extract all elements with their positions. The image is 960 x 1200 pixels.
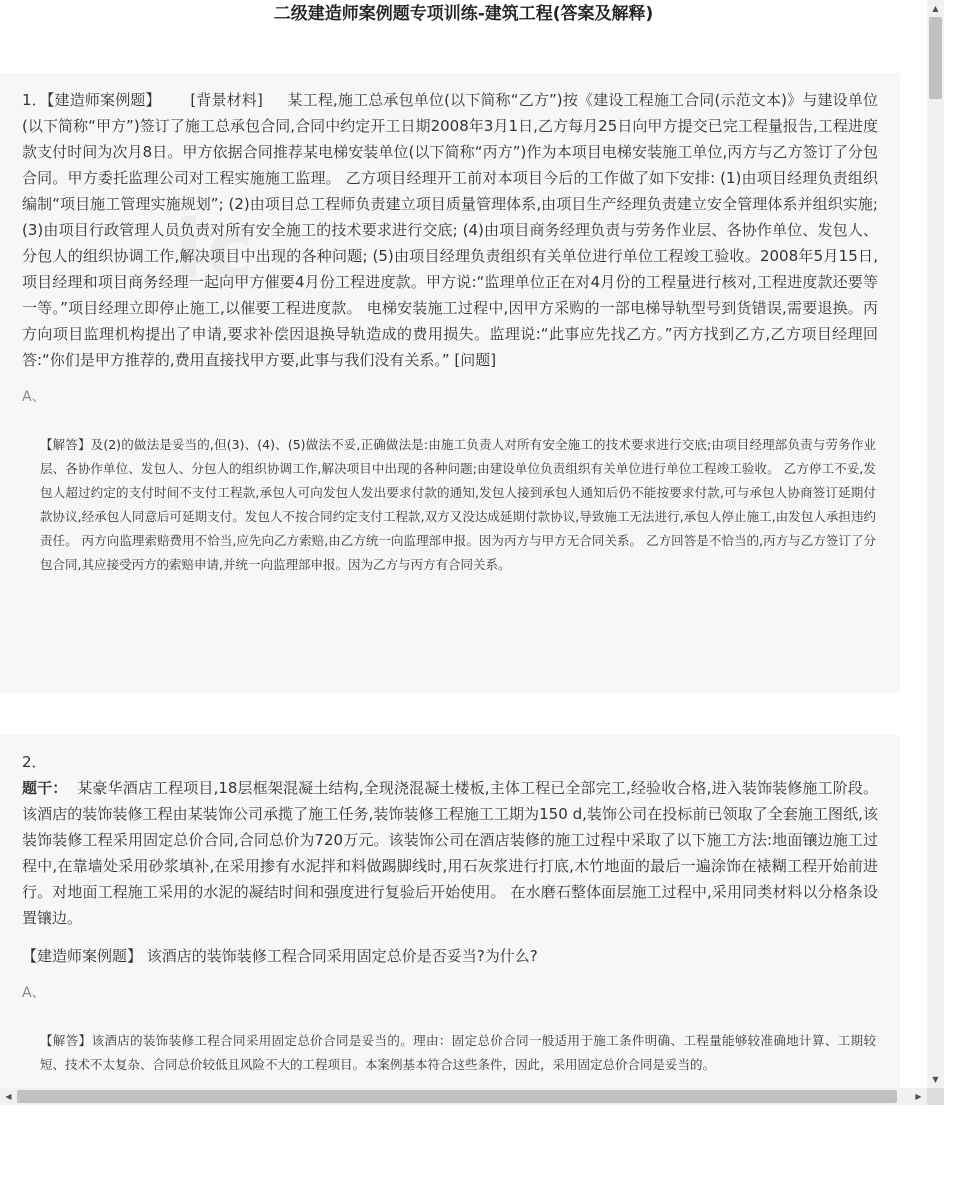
horizontal-scroll-thumb[interactable] [17,1090,897,1103]
scrollbar-corner [927,1088,944,1105]
vertical-scroll-thumb[interactable] [929,17,942,99]
scroll-down-arrow-icon[interactable]: ▼ [932,1075,939,1084]
question-2-stem: 某豪华酒店工程项目,18层框架混凝土结构,全现浇混凝土楼板,主体工程已全部完工,经验收合格,进入装饰装修施工阶段。该酒店的装饰装修工程由某装饰公司承揽了施工任务,装饰装修工程施工工期为150 d,装饰公司在投标前已领取了全套施工图纸,该装饰装修工程采用固定总价合同,合同总价为720万元。该装饰公司在酒店装修的施工过程中采取了以下施工方法:地面镶边施工过程中,在靠墙处采用砂浆填补,在采用掺有水泥拌和料做踢脚线时,用石灰浆进行打底,木竹地面的最后一遍涂饰在裱糊工程开始前进行。对地面工程施工采用的水泥的凝结时间和强度进行复验后开始使用。 在水磨石整体面层施工过程中,采用同类材料以分格条设置镶边。 [22,779,878,927]
scroll-left-arrow-icon[interactable]: ◀ [5,1092,12,1101]
question-1-tag: 【建造师案例题】 [46,91,161,109]
question-2-text [22,775,878,931]
question-1-answer-text: 【解答】及(2)的做法是妥当的,但(3)、(4)、(5)做法不妥,正确做法是:由施工负责人对所有安全施工的技术要求进行交底;由项目经理部负责与劳务作业层、各协作单位、发包人、分包人的组织协调工作,解决项目中出现的各种问题;由建设单位负责组织有关单位进行单位工程竣工验收。 乙方停工不妥,发包人超过约定的支付时间不支付工程款,承包人可向发包人发出要求付款的通知,发包人接到承包人通知后仍不能按要求付款,可与承包人协商签订延期付款协议,经承包人同意后可延期支付。发包人不按合同约定支付工程款,双方又没达成延期付款协议,导致施工无法进行,承包人停止施工,由发包人承担违约责任。 丙方向监理索赔费用不恰当,应先向乙方索赔,由乙方统一向监理部申报。因为丙方与甲方无合同关系。 乙方回答是不恰当的,丙方与乙方签订了分包合同,其应接受丙方的索赔申请,并统一向监理部申报。因为乙方与丙方有合同关系。 [40,437,876,572]
scroll-right-arrow-icon[interactable]: ▶ [915,1092,922,1101]
question-2-number: 2． [22,753,47,771]
question-2-tag: 【建造师案例题】 [22,947,143,965]
question-2-stem-label: 题干： [22,779,68,797]
vertical-scrollbar[interactable] [927,0,944,1088]
scroll-up-arrow-icon[interactable]: ▲ [932,4,939,13]
question-1-number: 1． [22,91,47,109]
horizontal-scrollbar[interactable] [0,1088,927,1105]
question-1-stem: 某工程,施工总承包单位(以下简称“乙方”)按《建设工程施工合同(示范文本)》与建设单位(以下简称“甲方”)签订了施工总承包合同,合同中约定开工日期2008年3月1日,乙方每月25日向甲方提交已完工程量报告,工程进度款支付时间为次月8日。甲方依据合同推荐某电梯安装单位(以下简称“丙方”)作为本项目电梯安装施工单位,丙方与乙方签订了分包合同。甲方委托监理公司对工程实施施工监理。 乙方项目经理开工前对本项目今后的工作做了如下安排: (1)由项目经理负责组织编制“项目施工管理实施规划”; (2)由项目总工程师负责建立项目质量管理体系,由项目生产经理负责建立安全管理体系并组织实施; (3)由项目行政管理人员负责对所有安全施工的技术要求进行交底; (4)由项目商务经理负责与劳务作业层、各协作单位、发包人、分包人的组织协调工作,解决项目中出现的各种问题; (5)由项目经理负责组织有关单位进行单位工程竣工验收。2008年5月15日,项目经理和项目商务经理一起向甲方催要4月份工程进度款。甲方说:“监理单位正在对4月份的工程量进行核对,工程进度款还要等一等。”项目经理立即停止施工,以催要工程进度款。 电梯安装施工过程中,因甲方采购的一部电梯导轨型号到货错误,需要退换。丙方向项目监理机构提出了申请,要求补偿因退换导轨造成的费用损失。监理说:“此事应先找乙方。”丙方找到乙方,乙方项目经理回答:“你们是甲方推荐的,费用直接找甲方要,此事与我们没有关系。” [问题] [22,91,878,369]
question-card-1 [0,73,900,693]
watermark: ic [175,203,258,296]
question-2-answer [40,1029,876,1077]
question-2-sub-question [22,943,878,969]
page-title: 二级建造师案例题专项训练-建筑工程(答案及解释) [273,4,654,24]
question-1-answer [40,433,876,577]
question-card-2 [0,735,900,1088]
question-2-sub-question-text: 该酒店的装饰装修工程合同采用固定总价是否妥当?为什么? [146,947,538,965]
question-2-answer-text: 【解答】该酒店的装饰装修工程合同采用固定总价合同是妥当的。理由：固定总价合同一般适用于施工条件明确、工程量能够较准确地计算、工期较短、技术不太复杂、合同总价较低且风险不大的工程项目。本案例基本符合这些条件，因此，采用固定总价合同是妥当的。 [40,1033,876,1072]
question-1-option-a[interactable]: A、 [22,389,46,405]
question-1-text [22,87,878,373]
question-2-option-a[interactable]: A、 [22,985,46,1001]
question-1-background-label: [背景材料] [190,91,263,109]
